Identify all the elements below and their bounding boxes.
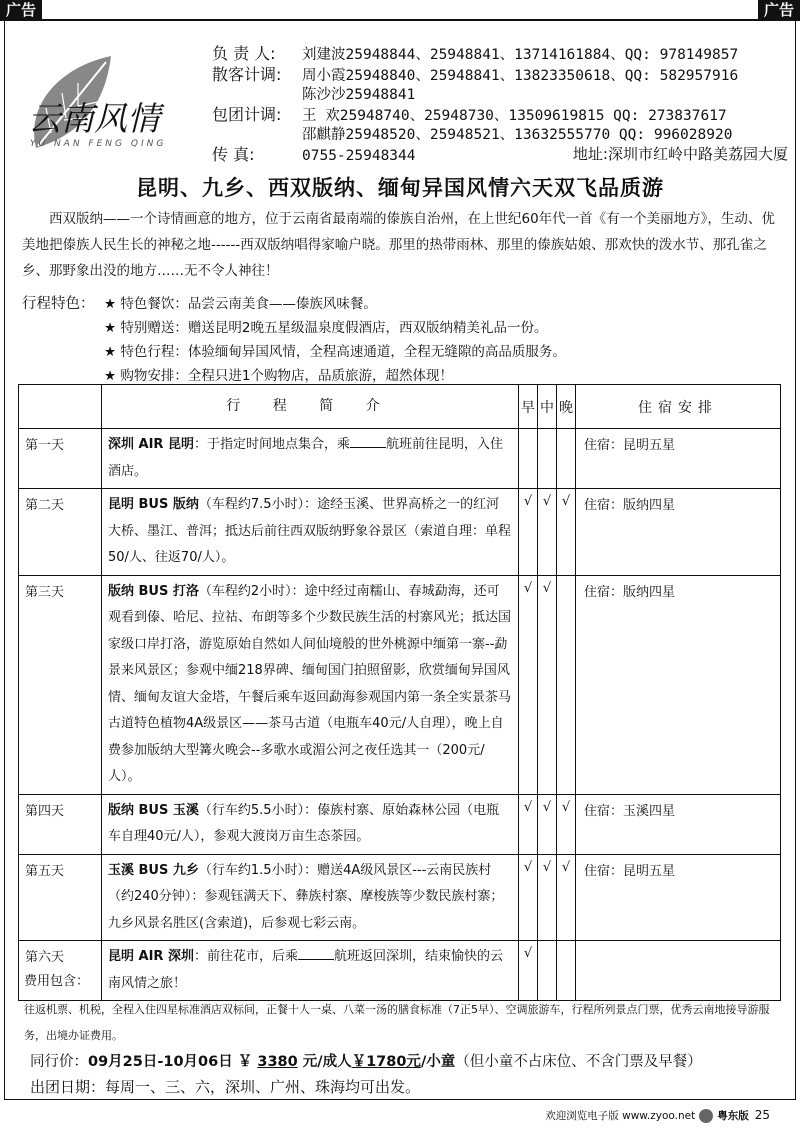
publisher-logo-icon (699, 1109, 713, 1123)
header-desc: 行 程 简 介 (226, 398, 394, 415)
itinerary-table (18, 384, 781, 1001)
group-value2: 邵麒静25948520、25948521、13632555770 QQ: 996028920 (302, 127, 733, 143)
route-desc: ：于指定时间地点集合，乘 (193, 437, 350, 452)
dinner-mark: √ (557, 489, 576, 576)
table-row (19, 575, 781, 794)
fees-label: 费用包含： (24, 974, 90, 989)
yunnan-logo (16, 48, 196, 158)
dinner-mark: √ (557, 794, 576, 854)
group-value: 王 欢25948740、25948730、13509619815 QQ: 273837617 (302, 108, 727, 124)
route-desc: （行车约1.5小时）：赠送4A级风景区---云南民族村（约240分钟）：参观钰满天下、彝族村寨、摩梭族等少数民族村寨；九乡风景名胜区(含索道)，后参观七彩云南。 (108, 862, 504, 931)
logo-title: 云南风情 (28, 99, 160, 138)
page-title: 昆明、九乡、西双版纳、缅甸异国风情六天双飞品质游 (136, 176, 664, 200)
fees-body: 往返机票、机税，全程入住四星标准酒店双标间，正餐十人一桌、八菜一汤的膳食标准（7正5早）、空调旅游车，行程所列景点门票，优秀云南地接导游服务，出境办证费用。 (24, 1003, 770, 1042)
breakfast-mark: √ (519, 854, 538, 941)
stay-info: 住宿：版纳四星 (576, 489, 781, 576)
individual-label: 散客计调: (212, 65, 282, 84)
page-footer (545, 1108, 770, 1123)
table-header-row (19, 385, 781, 429)
features-block (22, 292, 792, 388)
route-desc: ：前往花市，后乘 (193, 949, 298, 964)
manager-label: 负 责 人: (212, 44, 276, 63)
stay-info: 住宿：昆明五星 (576, 854, 781, 941)
lunch-mark (538, 429, 557, 489)
footer-text: 欢迎浏览电子版 www.zyoo.net (545, 1110, 696, 1122)
features-label: 行程特色： (22, 296, 95, 312)
feature-item: ★ 购物安排：全程只进1个购物店，品质旅游，超然体现！ (104, 368, 453, 384)
dinner-mark: √ (557, 854, 576, 941)
intro-paragraph: 西双版纳——一个诗情画意的地方，位于云南省最南端的傣族自治州，在上世纪60年代一首《有一个美丽地方》，生动、优美地把傣族人民生长的神秘之地------西双版纳唱得家喻户晓。那里的热带雨林、那里的傣族姑娘、那欢快的泼水节、那孔雀之乡、那野象出没的地方……无不令人神往！ (22, 211, 775, 279)
route-desc: 航班前往昆明，入住酒店。 (108, 437, 503, 479)
feature-item: ★ 特别赠送：赠送昆明2晚五星级温泉度假酒店，西双版纳精美礼品一份。 (104, 320, 548, 336)
ad-tag-right: 广告 (758, 0, 800, 20)
price-note: （但小童不占床位、不含门票及早餐） (455, 1054, 702, 1070)
address-value: 深圳市红岭中路美荔园大厦 (607, 145, 788, 163)
dinner-mark (557, 575, 576, 794)
price-prefix: 同行价： (30, 1054, 88, 1070)
manager-value: 刘建波25948844、25948841、13714161884、QQ: 978149857 (302, 47, 739, 63)
flight-blank (298, 949, 334, 960)
contact-block (212, 44, 792, 166)
child-unit: /小童 (420, 1054, 456, 1070)
child-price: ￥1780元 (351, 1054, 421, 1070)
day-label: 第二天 (19, 489, 102, 576)
table-row (19, 854, 781, 941)
feature-item: ★ 特色餐饮：品尝云南美食——傣族风味餐。 (104, 296, 377, 312)
group-label: 包团计调: (212, 105, 282, 124)
day-label: 第三天 (19, 575, 102, 794)
header-lunch: 中 (538, 385, 557, 429)
stay-info: 住宿：版纳四星 (576, 575, 781, 794)
individual-value: 周小霞25948840、25948841、13823350618、QQ: 582957916 (302, 68, 739, 84)
day-label: 第五天 (19, 854, 102, 941)
price-currency: ￥ (237, 1054, 253, 1070)
fax-label: 传 真: (212, 145, 255, 164)
flight-blank (350, 437, 386, 448)
breakfast-mark: √ (519, 575, 538, 794)
price-dates: 09月25日-10月06日 (88, 1054, 233, 1070)
stay-info: 住宿：昆明五星 (576, 429, 781, 489)
page-number: 25 (754, 1108, 770, 1122)
day-label: 第六天 (19, 941, 102, 1001)
stay-info: 住宿：玉溪四星 (576, 794, 781, 854)
breakfast-mark: √ (519, 489, 538, 576)
route: 昆明 BUS 版纳 (108, 497, 199, 512)
header-stay: 住宿安排 (638, 399, 718, 416)
route-desc: （车程约2小时）：途中经过南糯山、春城勐海，还可观看到傣、哈尼、拉祜、布朗等多个少数民族生活的村寨风光；抵达国家级口岸打洛，游览原始自然如人间仙境般的世外桃源中缅第一寨--勐景来风景区；参观中缅218界碑、缅甸国门拍照留影，欣赏缅甸异国风情、缅甸友谊大金塔，午餐后乘车返回勐海参观国内第一条全实景茶马古道特色植物4A级景区——茶马古道（电瓶车40元/人自理），晚上自费参加版纳大型篝火晚会--多歌水或湄公河之夜任选其一（200元/人）。 (108, 583, 512, 784)
departure-dates: 出团日期：每周一、三、六，深圳、广州、珠海均可出发。 (30, 1078, 421, 1096)
route: 版纳 BUS 打洛 (108, 583, 199, 599)
logo-subtitle: YU NAN FENG QING (30, 139, 167, 149)
lunch-mark: √ (538, 794, 557, 854)
header-breakfast: 早 (519, 385, 538, 429)
address-label: 地址: (572, 145, 608, 163)
breakfast-mark (519, 429, 538, 489)
fax-value: 0755-25948344 (302, 148, 416, 164)
ad-tag-left: 广告 (0, 0, 42, 20)
route-desc: 航班返回深圳，结束愉快的云南风情之旅！ (108, 949, 503, 991)
day-label: 第四天 (19, 794, 102, 854)
breakfast-mark: √ (519, 941, 538, 1001)
route: 版纳 BUS 玉溪 (108, 802, 199, 818)
header-dinner: 晚 (557, 385, 576, 429)
adult-price: 3380 (257, 1054, 298, 1070)
footer-edition: 粤东版 (717, 1110, 749, 1122)
price-line (30, 1050, 702, 1071)
lunch-mark: √ (538, 854, 557, 941)
feature-item: ★ 特色行程：体验缅甸异国风情，全程高速通道，全程无缝隙的高品质服务。 (104, 344, 566, 360)
route: 玉溪 BUS 九乡 (108, 862, 199, 878)
individual-value2: 陈沙沙25948841 (302, 87, 416, 103)
fees-block (24, 970, 784, 1049)
table-row (19, 489, 781, 576)
dinner-mark (557, 429, 576, 489)
lunch-mark: √ (538, 489, 557, 576)
route-desc: （行车约5.5小时）：傣族村寨、原始森林公园（电瓶车自理40元/人），参观大渡岗万亩生态茶园。 (108, 802, 500, 844)
lunch-mark: √ (538, 575, 557, 794)
breakfast-mark: √ (519, 794, 538, 854)
day-label: 第一天 (19, 429, 102, 489)
route: 昆明 AIR 深圳 (108, 949, 194, 964)
route-desc: （车程约7.5小时）：途经玉溪、世界高桥之一的红河大桥、墨江、普洱；抵达后前往西双版纳野象谷景区（索道自理：单程50/人、往返70/人）。 (108, 497, 512, 565)
adult-unit: 元/成人 (302, 1054, 352, 1070)
route: 深圳 AIR 昆明 (108, 437, 194, 452)
table-row (19, 429, 781, 489)
table-row (19, 794, 781, 854)
